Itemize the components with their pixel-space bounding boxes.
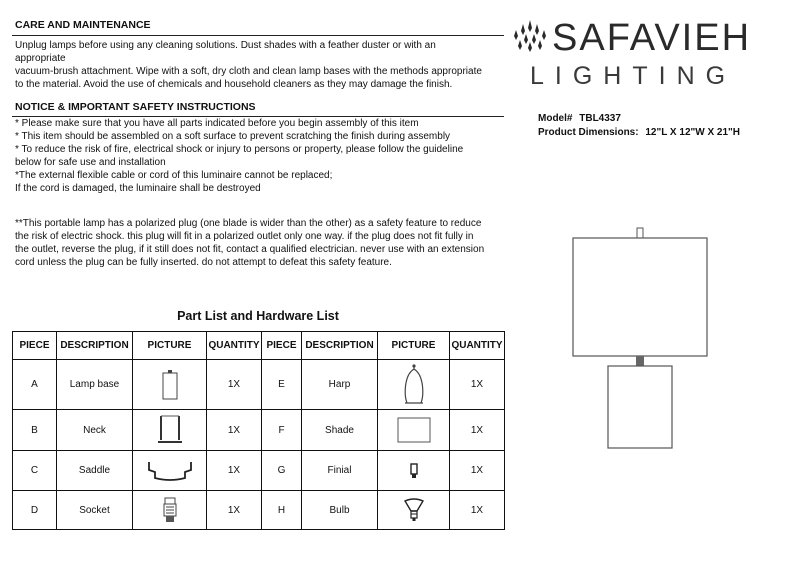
table-row	[13, 451, 505, 491]
picture-cell	[378, 491, 450, 530]
safety-line: * To reduce the risk of fire, electrical shock or injury to persons or property, please follow the guideline	[15, 144, 464, 155]
piece-cell: B	[13, 410, 57, 451]
piece-cell: A	[13, 360, 57, 410]
dims-label: Product Dimensions:	[538, 127, 639, 138]
model-line	[538, 113, 621, 124]
col-header-picture: PICTURE	[378, 332, 450, 360]
piece-cell: F	[262, 410, 302, 451]
harp-icon	[402, 363, 426, 407]
picture-cell	[378, 360, 450, 410]
finial-drawing	[637, 228, 643, 238]
description-cell: Finial	[302, 451, 378, 491]
quantity-cell: 1X	[207, 491, 262, 530]
picture-cell	[378, 451, 450, 491]
quantity-cell: 1X	[450, 360, 505, 410]
description-cell: Shade	[302, 410, 378, 451]
bulb-icon	[403, 497, 425, 523]
picture-cell	[133, 491, 207, 530]
lamp-drawing	[570, 222, 710, 452]
safety-line: * This item should be assembled on a soft surface to prevent scratching the finish during assembly	[15, 131, 451, 142]
shade-drawing	[573, 238, 707, 356]
description-cell: Lamp base	[57, 360, 133, 410]
quantity-cell: 1X	[450, 410, 505, 451]
parts-title: Part List and Hardware List	[177, 309, 339, 323]
socket-icon	[162, 496, 178, 524]
saddle-icon	[145, 458, 195, 484]
table-row	[13, 491, 505, 530]
picture-cell	[133, 410, 207, 451]
model-label: Model#	[538, 113, 573, 124]
care-text	[15, 39, 482, 91]
col-header-picture: PICTURE	[133, 332, 207, 360]
parts-table	[12, 331, 505, 530]
safety-line: If the cord is damaged, the luminaire shall be destroyed	[15, 183, 261, 194]
col-header-quantity: QUANTITY	[450, 332, 505, 360]
brand-sub: LIGHTING	[530, 62, 737, 90]
piece-cell: E	[262, 360, 302, 410]
description-cell: Saddle	[57, 451, 133, 491]
plug-notice-text	[15, 217, 484, 269]
quantity-cell: 1X	[207, 410, 262, 451]
safety-line: * Please make sure that you have all parts indicated before you begin assembly of this item	[15, 118, 419, 129]
quantity-cell: 1X	[207, 360, 262, 410]
care-line: Unplug lamps before using any cleaning solutions. Dust shades with a feather duster or with an	[15, 40, 436, 51]
safety-text	[15, 117, 463, 195]
dims-value: 12"L X 12"W X 21"H	[645, 127, 740, 138]
quantity-cell: 1X	[450, 451, 505, 491]
finial-icon	[408, 461, 420, 481]
plug-line: **This portable lamp has a polarized plug (one blade is wider than the other) as a safety feature to reduce	[15, 218, 482, 229]
plug-line: the outlet, reverse the plug, if it still does not fit, contact a qualified electrician. never use with an extension	[15, 244, 485, 255]
quantity-cell: 1X	[450, 491, 505, 530]
description-cell: Neck	[57, 410, 133, 451]
model-value: TBL4337	[579, 113, 621, 124]
col-header-quantity: QUANTITY	[207, 332, 262, 360]
col-header-description: DESCRIPTION	[302, 332, 378, 360]
brand-mark-icon	[510, 18, 550, 60]
quantity-cell: 1X	[207, 451, 262, 491]
table-row	[13, 360, 505, 410]
description-cell: Bulb	[302, 491, 378, 530]
lamp-base-icon	[160, 369, 180, 401]
piece-cell: H	[262, 491, 302, 530]
picture-cell	[133, 451, 207, 491]
picture-cell	[378, 410, 450, 451]
col-header-piece: PIECE	[13, 332, 57, 360]
description-cell: Socket	[57, 491, 133, 530]
piece-cell: G	[262, 451, 302, 491]
col-header-description: DESCRIPTION	[57, 332, 133, 360]
brand-name: SAFAVIEH	[552, 17, 752, 59]
table-row	[13, 410, 505, 451]
piece-cell: D	[13, 491, 57, 530]
parts-header-row	[13, 332, 505, 360]
shade-icon	[397, 416, 431, 444]
care-rule	[12, 35, 504, 36]
safety-line: below for safe use and installation	[15, 157, 166, 168]
care-line: to the material. Avoid the use of chemicals and household cleaners as they may damage the finish.	[15, 79, 453, 90]
safety-title: NOTICE & IMPORTANT SAFETY INSTRUCTIONS	[15, 101, 256, 113]
description-cell: Harp	[302, 360, 378, 410]
piece-cell: C	[13, 451, 57, 491]
neck-drawing	[636, 356, 644, 366]
plug-line: cord unless the plug can be fully inserted. do not attempt to defeat this safety feature.	[15, 257, 392, 268]
dims-line	[538, 127, 740, 138]
base-drawing	[608, 366, 672, 448]
care-line: appropriate	[15, 53, 66, 64]
neck-icon	[155, 414, 185, 446]
care-line: vacuum-brush attachment. Wipe with a soft, dry cloth and clean lamp bases with the methods appropriate	[15, 66, 482, 77]
care-title: CARE AND MAINTENANCE	[15, 19, 151, 31]
plug-line: the risk of electric shock. this plug will fit in a polarized outlet only one way. if the plug does not fit fully in	[15, 231, 474, 242]
safety-line: *The external flexible cable or cord of this luminaire cannot be replaced;	[15, 170, 333, 181]
picture-cell	[133, 360, 207, 410]
col-header-piece: PIECE	[262, 332, 302, 360]
